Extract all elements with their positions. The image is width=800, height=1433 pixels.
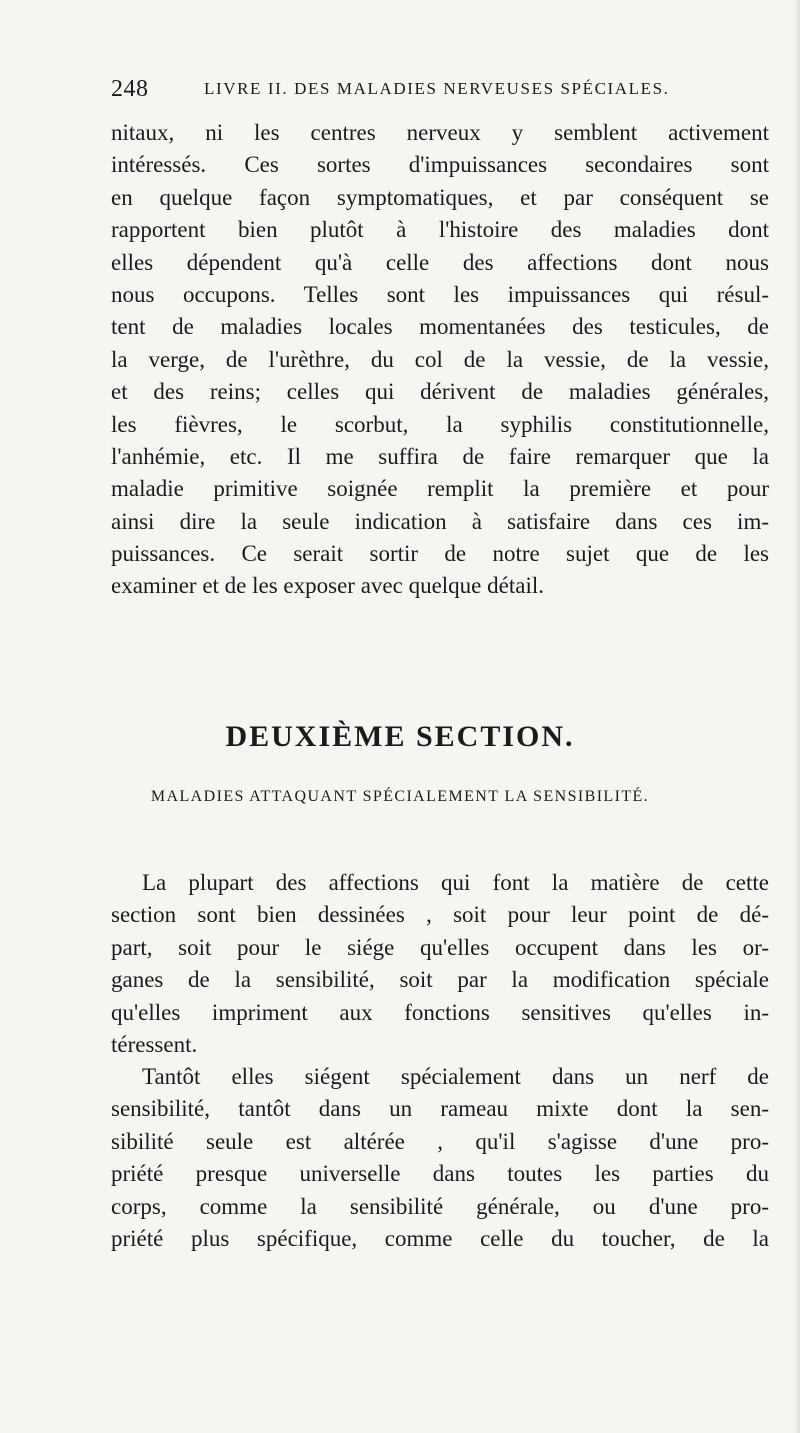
- section-title: DEUXIÈME SECTION.: [225, 720, 575, 753]
- section-subtitle: MALADIES ATTAQUANT SPÉCIALEMENT LA SENSIBILITÉ.: [150, 788, 650, 805]
- text-line: tent de maladies locales momentanées des testicules, de: [111, 314, 769, 340]
- text-line: ainsi dire la seule indication à satisfaire dans ces im-: [111, 508, 769, 534]
- paragraph-1: [111, 117, 769, 603]
- text-line: téressent.: [111, 1031, 198, 1057]
- text-line: sensibilité, tantôt dans un rameau mixte dont la sen-: [111, 1096, 769, 1122]
- text-line: nitaux, ni les centres nerveux y semblent activement: [111, 120, 769, 145]
- text-line: ganes de la sensibilité, soit par la modification spéciale: [111, 967, 769, 993]
- text-line: nous occupons. Telles sont les impuissances qui résul-: [111, 281, 769, 307]
- text-line: qu'elles impriment aux fonctions sensitives qu'elles in-: [111, 999, 769, 1025]
- text-line: rapportent bien plutôt à l'histoire des maladies dont: [111, 217, 769, 243]
- text-line: La plupart des affections qui font la matière de cette: [142, 870, 769, 895]
- text-line: Tantôt elles siégent spécialement dans un nerf de: [142, 1064, 769, 1089]
- page-header: [111, 76, 781, 108]
- text-line: examiner et de les exposer avec quelque détail.: [111, 573, 544, 599]
- text-line: l'anhémie, etc. Il me suffira de faire remarquer que la: [111, 443, 769, 469]
- text-line: part, soit pour le siége qu'elles occupent dans les or-: [111, 934, 769, 960]
- text-line: priété presque universelle dans toutes les parties du: [111, 1161, 769, 1187]
- text-line: section sont bien dessinées , soit pour leur point de dé-: [111, 902, 769, 928]
- text-line: les fièvres, le scorbut, la syphilis constitutionnelle,: [111, 411, 769, 437]
- text-line: corps, comme la sensibilité générale, ou d'une pro-: [111, 1193, 769, 1219]
- paragraph-3: [111, 1061, 769, 1255]
- text-line: elles dépendent qu'à celle des affections dont nous: [111, 249, 769, 275]
- text-line: en quelque façon symptomatiques, et par conséquent se: [111, 184, 769, 210]
- text-line: maladie primitive soignée remplit la première et pour: [111, 476, 769, 502]
- text-line: sibilité seule est altérée , qu'il s'agisse d'une pro-: [111, 1128, 769, 1154]
- page-edge-shadow: [794, 0, 800, 1433]
- text-line: puissances. Ce serait sortir de notre sujet que de les: [111, 541, 769, 567]
- paragraph-2: [111, 867, 769, 1061]
- text-line: intéressés. Ces sortes d'impuissances secondaires sont: [111, 152, 769, 178]
- running-head: LIVRE II. DES MALADIES NERVEUSES SPÉCIALES.: [204, 79, 670, 98]
- text-line: la verge, de l'urèthre, du col de la vessie, de la vessie,: [111, 346, 769, 372]
- text-line: et des reins; celles qui dérivent de maladies générales,: [111, 379, 769, 405]
- text-line: priété plus spécifique, comme celle du toucher, de la: [111, 1225, 769, 1251]
- page-number: 248: [111, 76, 149, 102]
